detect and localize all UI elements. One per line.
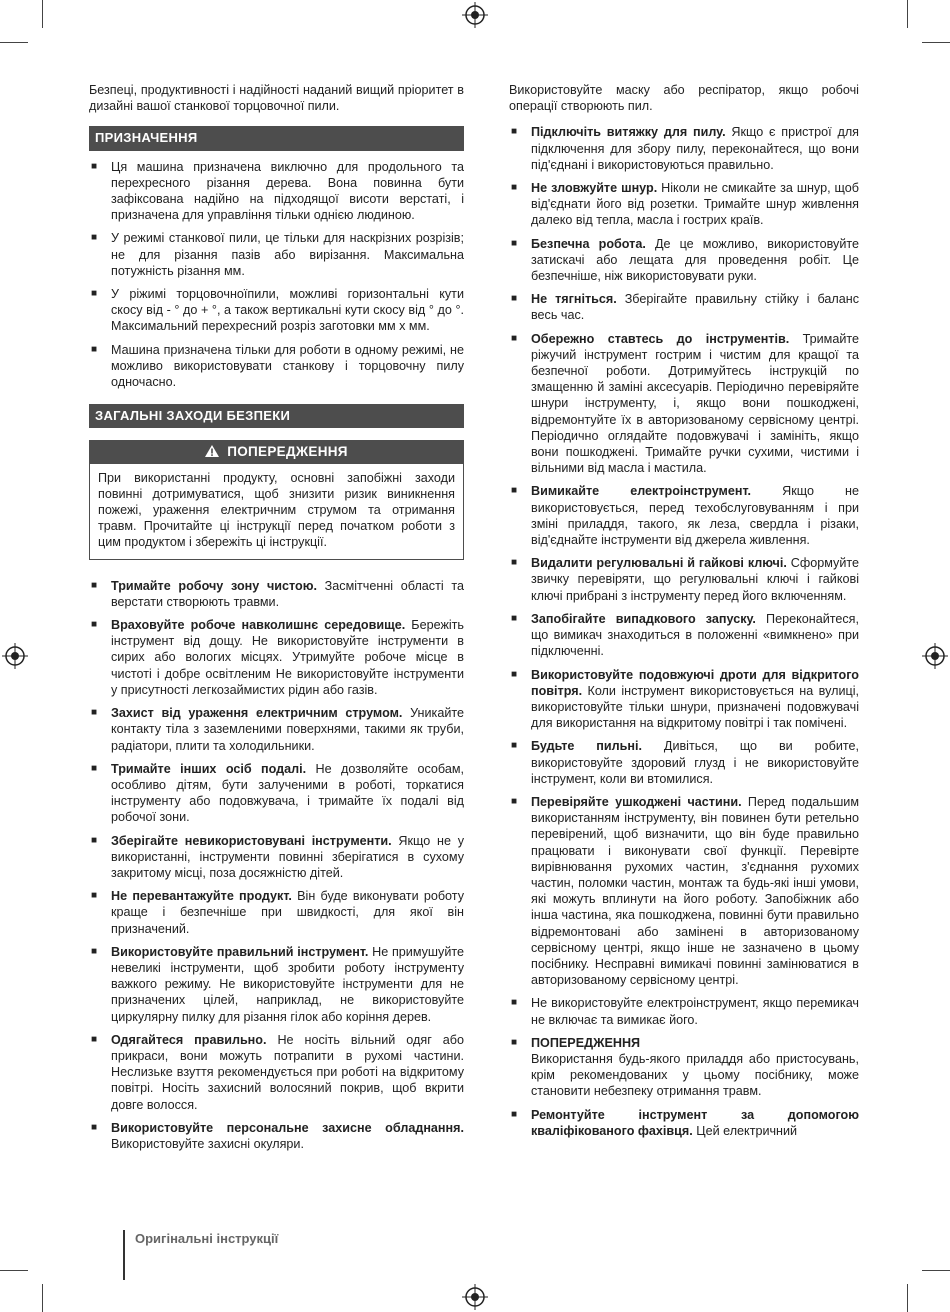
item-bold-lead: Не тягніться.	[531, 292, 617, 307]
item-text: Тримайте ріжучий інструмент гострим і чистим для кращої та безпечної роботи. Дотримуйтесь інструкцій по змащенню й заміні аксесуарів. Періодично перевіряйте шнури інструменту, і, якщо вони пошкоджені, відремонтуйте їх в авторизованому сервісному центрі. Періодично оглядайте подовжувачі і замініть, якщо вони пошкоджені. Тримайте ручки сухими, чистими і вільними від масла і мастила.	[531, 331, 859, 476]
bullet-icon: ■	[511, 668, 518, 680]
item-text: Коли інструмент використовується на вулиці, використовуйте тільки шнури, призначені подовжувачі для використання на відкритому повітрі і так помічені.	[531, 683, 859, 731]
bullet-icon: ■	[91, 232, 98, 244]
registration-mark-icon	[462, 2, 488, 28]
item-text: Якщо є пристрої для підключення для збору пилу, переконайтеся, що вони під'єднані і використовуються правильно.	[531, 125, 859, 172]
registration-mark-icon	[462, 1284, 488, 1310]
item-text: Перед подальшим використанням інструменту, він повинен бути ретельно перевірений, щоб визначити, що він буде правильно працювати і виконувати свої функції. Перевірте вирівнювання рухомих частин, з'єднання рухомих частин, поломки частин, монтаж та будь-які інші умови, які можуть вплинути на його роботу. Запобіжник або інша частина, яка пошкоджена, повинні бути правильно відремонтовані або замінені в авторизованому сервісному центрі, якщо інше не зазначено в цьому посібнику. Несправні вимикачі повинні замінюватися в авторизованому сервісному центрі.	[531, 794, 859, 988]
crop-mark	[42, 0, 43, 28]
item-text: Бережіть інструмент від дощу. Не використовуйте інструменти в сирих або вологих місцях. Утримуйте робоче місце в чистоті і добре освітленим Не використовуйте інструменти у присутності легкозаймистих рідин або газів.	[111, 618, 464, 697]
item-text: Не носіть вільний одяг або прикраси, вони можуть потрапити в рухомі частини. Неслизьке взуття рекомендується при роботі на відкритому повітрі. Носіть захисний волосяний покрив, щоб вкрити довге волосся.	[111, 1032, 464, 1112]
item-bold-lead: Видалити регулювальні й гайкові ключі.	[531, 556, 787, 571]
bullet-icon: ■	[91, 707, 98, 719]
registration-mark-icon	[2, 643, 28, 669]
item-text: Не дозволяйте особам, особливо дітям, бути залученими в роботі, торкатися інструменту або подовжувача, і тримайте їх подалі від робочої зони.	[111, 761, 464, 825]
bullet-icon: ■	[91, 834, 98, 846]
item-bold-lead: Ремонтуйте інструмент за допомогою кваліфікованого фахівця.	[531, 1107, 859, 1138]
item-text: Використовуйте захисні окуляри.	[111, 1136, 304, 1151]
bullet-icon: ■	[511, 485, 518, 497]
bullet-icon: ■	[511, 1108, 518, 1120]
item-bold-lead: Підключіть витяжку для пилу.	[531, 125, 726, 140]
bullet-icon: ■	[91, 343, 98, 355]
bullet-icon: ■	[91, 890, 98, 902]
item-bold-lead: Використовуйте правильний інструмент.	[111, 944, 369, 959]
list-item	[509, 291, 859, 323]
bullet-icon: ■	[91, 619, 98, 631]
intro-paragraph: Безпеці, продуктивності і надійності наданий вищий пріоритет в дизайні вашої станкової торцовочної пили.	[89, 83, 464, 114]
item-bold-lead: Безпечна робота.	[531, 236, 646, 251]
item-bold-lead: Не зловжуйте шнур.	[531, 181, 658, 196]
list-item	[509, 1107, 859, 1139]
bullet-icon: ■	[511, 182, 518, 194]
section-heading-general-safety: ЗАГАЛЬНІ ЗАХОДИ БЕЗПЕКИ	[89, 404, 464, 428]
item-bold-lead: Використовуйте подовжуючі дроти для відкритого повітря.	[531, 667, 859, 698]
crop-mark	[42, 1284, 43, 1312]
list-item	[89, 888, 464, 937]
crop-mark	[907, 1284, 908, 1312]
bullet-icon: ■	[511, 1036, 518, 1048]
list-item	[89, 705, 464, 754]
right-column	[509, 82, 859, 1146]
bullet-icon: ■	[511, 612, 518, 624]
warning-box	[89, 440, 464, 559]
list-item	[509, 236, 859, 285]
list-item	[509, 124, 859, 173]
footer-divider	[123, 1230, 125, 1280]
item-bold-lead: Перевіряйте ушкоджені частини.	[531, 794, 742, 809]
warning-triangle-icon	[205, 445, 219, 457]
list-item	[509, 555, 859, 604]
crop-mark	[0, 42, 28, 43]
item-text: Де це можливо, використовуйте затискачі або лещата для проведення робіт. Це безпечніше, ніж використовувати руки.	[531, 236, 859, 284]
item-text: Переконайтеся, що вимикач знаходиться в положенні «вимкнено» при підключенні.	[531, 611, 859, 659]
bullet-icon: ■	[511, 997, 518, 1009]
list-item	[509, 611, 859, 660]
list-item	[89, 342, 464, 391]
registration-mark-icon	[922, 643, 948, 669]
item-bold-lead: Не перевантажуйте продукт.	[111, 889, 292, 904]
crop-mark	[922, 42, 950, 43]
list-item	[89, 159, 464, 224]
item-bold-lead: Тримайте робочу зону чистою.	[111, 578, 317, 593]
warning-header	[90, 441, 463, 463]
bullet-icon: ■	[511, 293, 518, 305]
list-item	[509, 738, 859, 787]
item-text: Використання будь-якого приладдя або пристосувань, крім рекомендованих у цьому посібнику, може становити небезпеку отримання травм.	[531, 1051, 859, 1099]
crop-mark	[0, 1270, 28, 1271]
list-item	[509, 483, 859, 548]
list-item	[509, 331, 859, 477]
item-bold-lead: Використовуйте персональне захисне обладнання.	[111, 1120, 464, 1135]
item-text: Цей електричний	[692, 1123, 798, 1138]
item-text: Уникайте контакту тіла з заземленими поверхнями, такими як труби, радіатори, плити та холодильники.	[111, 706, 464, 753]
bullet-icon: ■	[511, 332, 518, 344]
item-text: Якщо не у використанні, інструменти повинні зберігатися в сухому закритому місці, поза досяжністю дітей.	[111, 833, 464, 880]
left-column	[89, 82, 464, 1159]
list-item	[89, 617, 464, 698]
item-text: Ця машина призначена виключно для продольного та перехресного різання дерева. Вона повинна бути зафіксована надійно на підходящої висоти верстаті, і призначена для управління тільки однією людиною.	[111, 159, 464, 223]
item-text: У режимі станкової пили, це тільки для наскрізних розрізів; не для різання пазів або вирізання. Максимальна потужність різання мм.	[111, 231, 464, 278]
footer-label: Оригінальні інструкції	[135, 1231, 279, 1246]
continuation-paragraph: Використовуйте маску або респіратор, якщо робочі операції створюють пил.	[509, 83, 859, 114]
bullet-icon: ■	[91, 288, 98, 300]
item-bold-lead: Будьте пильні.	[531, 739, 642, 754]
safety-list	[89, 578, 464, 1153]
safety-list-continued	[509, 124, 859, 1139]
item-text: Не використовуйте електроінструмент, якщо перемикач не включає та вимикає його.	[531, 996, 859, 1027]
bullet-icon: ■	[91, 762, 98, 774]
item-text: У ріжимі торцовочноїпили, можливі горизонтальні кути скосу від - ° до + °, а також вертикальні кути скосу від ° до °. Максимальний перехресний розріз заготовки мм х мм.	[111, 287, 464, 334]
item-bold-lead: Захист від ураження електричним струмом.	[111, 706, 403, 721]
bullet-icon: ■	[511, 795, 518, 807]
item-bold-lead: Обережно ставтесь до інструментів.	[531, 331, 790, 346]
item-bold-lead: Враховуйте робоче навколишнє середовище.	[111, 618, 406, 633]
item-text: Засмітченні області та верстати створюють травми.	[111, 578, 465, 609]
bullet-icon: ■	[511, 557, 518, 569]
list-item	[89, 1032, 464, 1113]
list-item	[89, 230, 464, 279]
purpose-list	[89, 159, 464, 391]
item-text: Машина призначена тільки для роботи в одному режимі, не можливо використовувати станкову і торцовочну пилу одночасно.	[111, 342, 464, 390]
bullet-icon: ■	[511, 740, 518, 752]
item-bold-lead: ПОПЕРЕДЖЕННЯ	[531, 1035, 641, 1050]
crop-mark	[907, 0, 908, 28]
item-text: Зберігайте правильну стійку і баланс весь час.	[531, 292, 859, 323]
warning-title: ПОПЕРЕДЖЕННЯ	[227, 444, 348, 460]
list-item	[509, 995, 859, 1027]
list-item	[89, 1120, 464, 1152]
item-text: Він буде виконувати роботу краще і безпечніше при швидкості, для якої він призначений.	[111, 889, 464, 936]
list-item	[89, 761, 464, 826]
item-text: Дивіться, що ви робите, використовуйте здоровий глузд і не використовуйте інструмент, коли ви втомилися.	[531, 739, 860, 786]
list-item	[89, 944, 464, 1025]
bullet-icon: ■	[91, 160, 98, 172]
item-text: Ніколи не смикайте за шнур, щоб від'єднати його від розетки. Тримайте шнур живлення далеко від тепла, масла і гострих країв.	[531, 181, 859, 228]
list-item	[89, 286, 464, 335]
section-heading-purpose: ПРИЗНАЧЕННЯ	[89, 126, 464, 150]
item-text: Сформуйте звичку перевіряти, що регулювальні ключі і гайкові ключі прибрані з інструменту перед його включенням.	[531, 556, 859, 603]
bullet-icon: ■	[511, 126, 518, 138]
item-bold-lead: Одягайтеся правильно.	[111, 1032, 267, 1047]
crop-mark	[922, 1270, 950, 1271]
list-item	[89, 833, 464, 882]
bullet-icon: ■	[91, 945, 98, 957]
list-item	[509, 180, 859, 229]
item-bold-lead: Тримайте інших осіб подалі.	[111, 761, 307, 776]
item-bold-lead: Запобігайте випадкового запуску.	[531, 611, 756, 626]
item-bold-lead: Вимикайте електроінструмент.	[531, 484, 752, 499]
item-text: Не примушуйте невеликі інструменти, щоб зробити роботу інструменту важкого режиму. Не використовуйте інструменти для не призначених цілей, наприклад, не використовуйте циркулярну пилку для різання гілок або коріння дерев.	[111, 944, 464, 1024]
list-item	[89, 578, 464, 610]
bullet-icon: ■	[91, 579, 98, 591]
item-text: Якщо не використовується, перед техобслуговуванням і при зміні приладдя, такого, як леза, свердла і різаки, від'єднайте інструменти від джерела живлення.	[531, 484, 859, 548]
item-bold-lead: Зберігайте невикористовувані інструменти.	[111, 833, 392, 848]
warning-text: При використанні продукту, основні запобіжні заходи повинні дотримуватися, щоб знизити ризик виникнення пожежі, ураження електричним струмом та отримання травм. Прочитайте ці інструкції перед початком роботи з цим продуктом і збережіть ці інструкції.	[98, 470, 455, 550]
bullet-icon: ■	[91, 1033, 98, 1045]
bullet-icon: ■	[91, 1121, 98, 1133]
bullet-icon: ■	[511, 237, 518, 249]
list-item	[509, 667, 859, 732]
list-item	[509, 1035, 859, 1100]
list-item	[509, 794, 859, 988]
